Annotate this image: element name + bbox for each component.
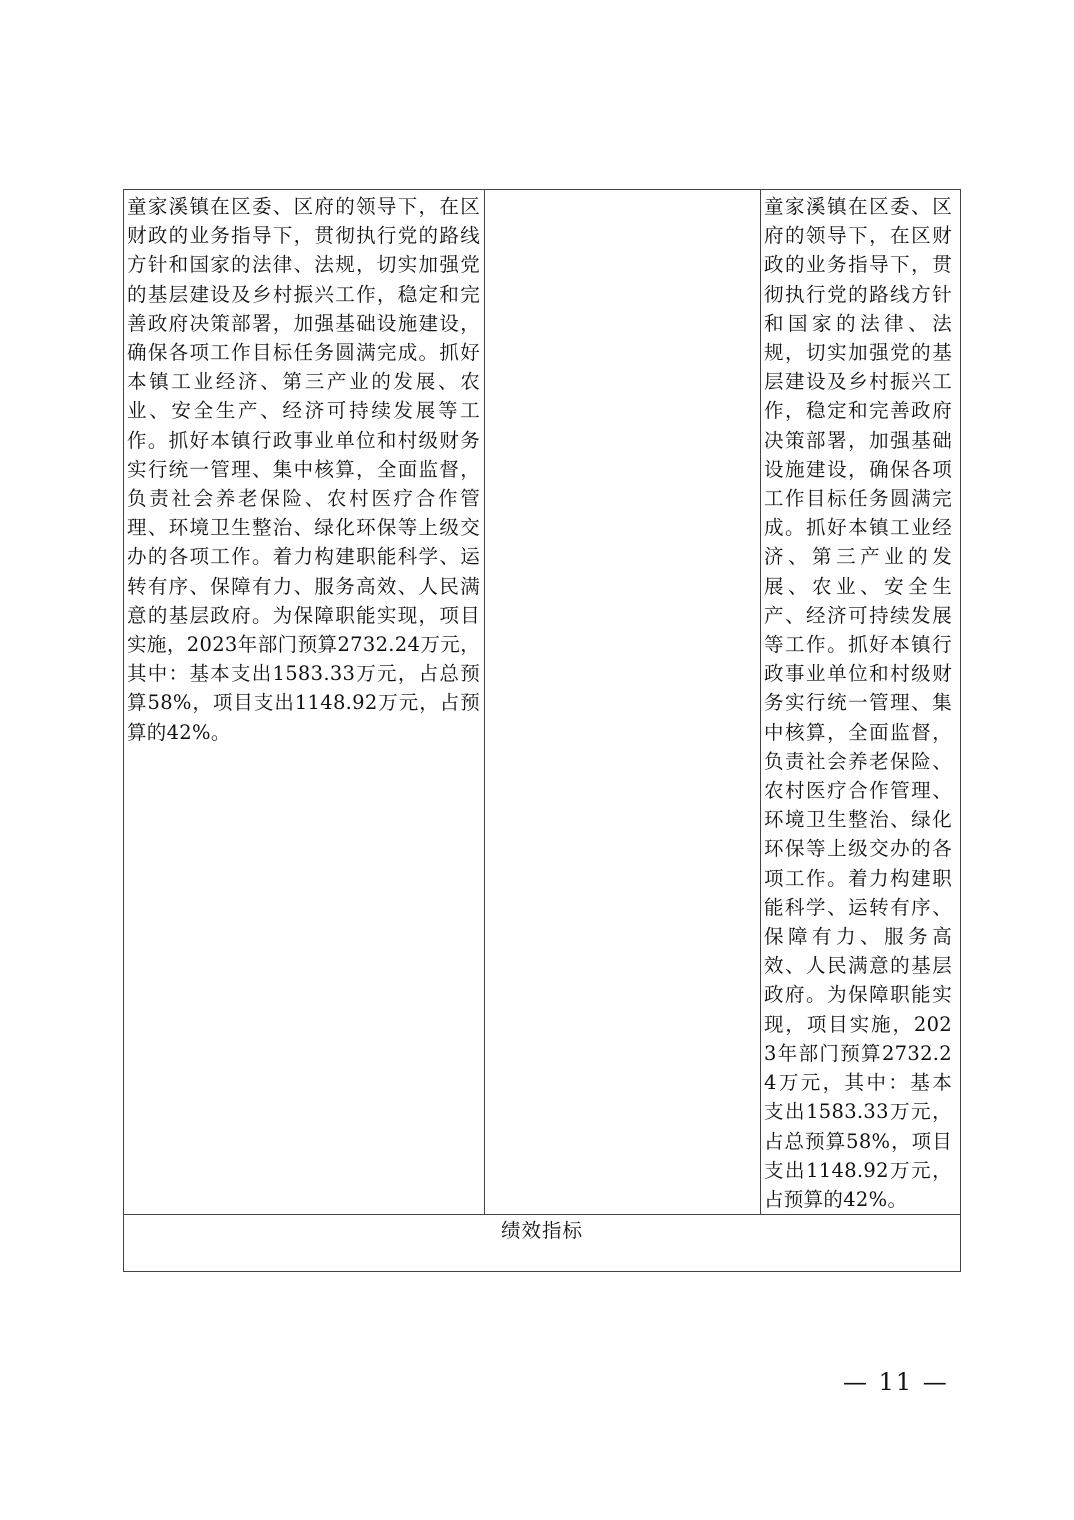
table-cell-right — [761, 190, 961, 1215]
table-cell-metrics — [124, 1215, 961, 1272]
left-cell-text: 童家溪镇在区委、区府的领导下，在区财政的业务指导下，贯彻执行党的路线方针和国家的法律、法规，切实加强党的基层建设及乡村振兴工作，稳定和完善政府决策部署，加强基础设施建设，确保各项工作目标任务圆满完成。抓好本镇工业经济、第三产业的发展、农业、安全生产、经济可持续发展等工作。抓好本镇行政事业单位和村级财务实行统一管理、集中核算，全面监督，负责社会养老保险、农村医疗合作管理、环境卫生整治、绿化环保等上级交办的各项工作。着力构建职能科学、运转有序、保障有力、服务高效、人民满意的基层政府。为保障职能实现，项目实施，2023年部门预算2732.24万元，其中：基本支出1583.33万元，占总预算58%，项目支出1148.92万元，占预算的42%。 — [127, 195, 480, 744]
table-cell-middle — [485, 190, 761, 1215]
table-row — [124, 190, 961, 1215]
metrics-heading: 绩效指标 — [500, 1219, 583, 1243]
page-number: — 11 — — [843, 1368, 949, 1396]
table-row — [124, 1215, 961, 1272]
budget-table — [123, 189, 961, 1272]
right-cell-text: 童家溪镇在区委、区府的领导下，在区财政的业务指导下，贯彻执行党的路线方针和国家的法律、法规，切实加强党的基层建设及乡村振兴工作，稳定和完善政府决策部署，加强基础设施建设，确保各项工作目标任务圆满完成。抓好本镇工业经济、第三产业的发展、农业、安全生产、经济可持续发展等工作。抓好本镇行政事业单位和村级财务实行统一管理、集中核算，全面监督，负责社会养老保险、农村医疗合作管理、环境卫生整治、绿化环保等上级交办的各项工作。着力构建职能科学、运转有序、保障有力、服务高效、人民满意的基层政府。为保障职能实现，项目实施，2023年部门预算2732.24万元，其中：基本支出1583.33万元，占总预算58%，项目支出1148.92万元，占预算的42%。 — [764, 195, 952, 1211]
table-cell-left — [124, 190, 485, 1215]
